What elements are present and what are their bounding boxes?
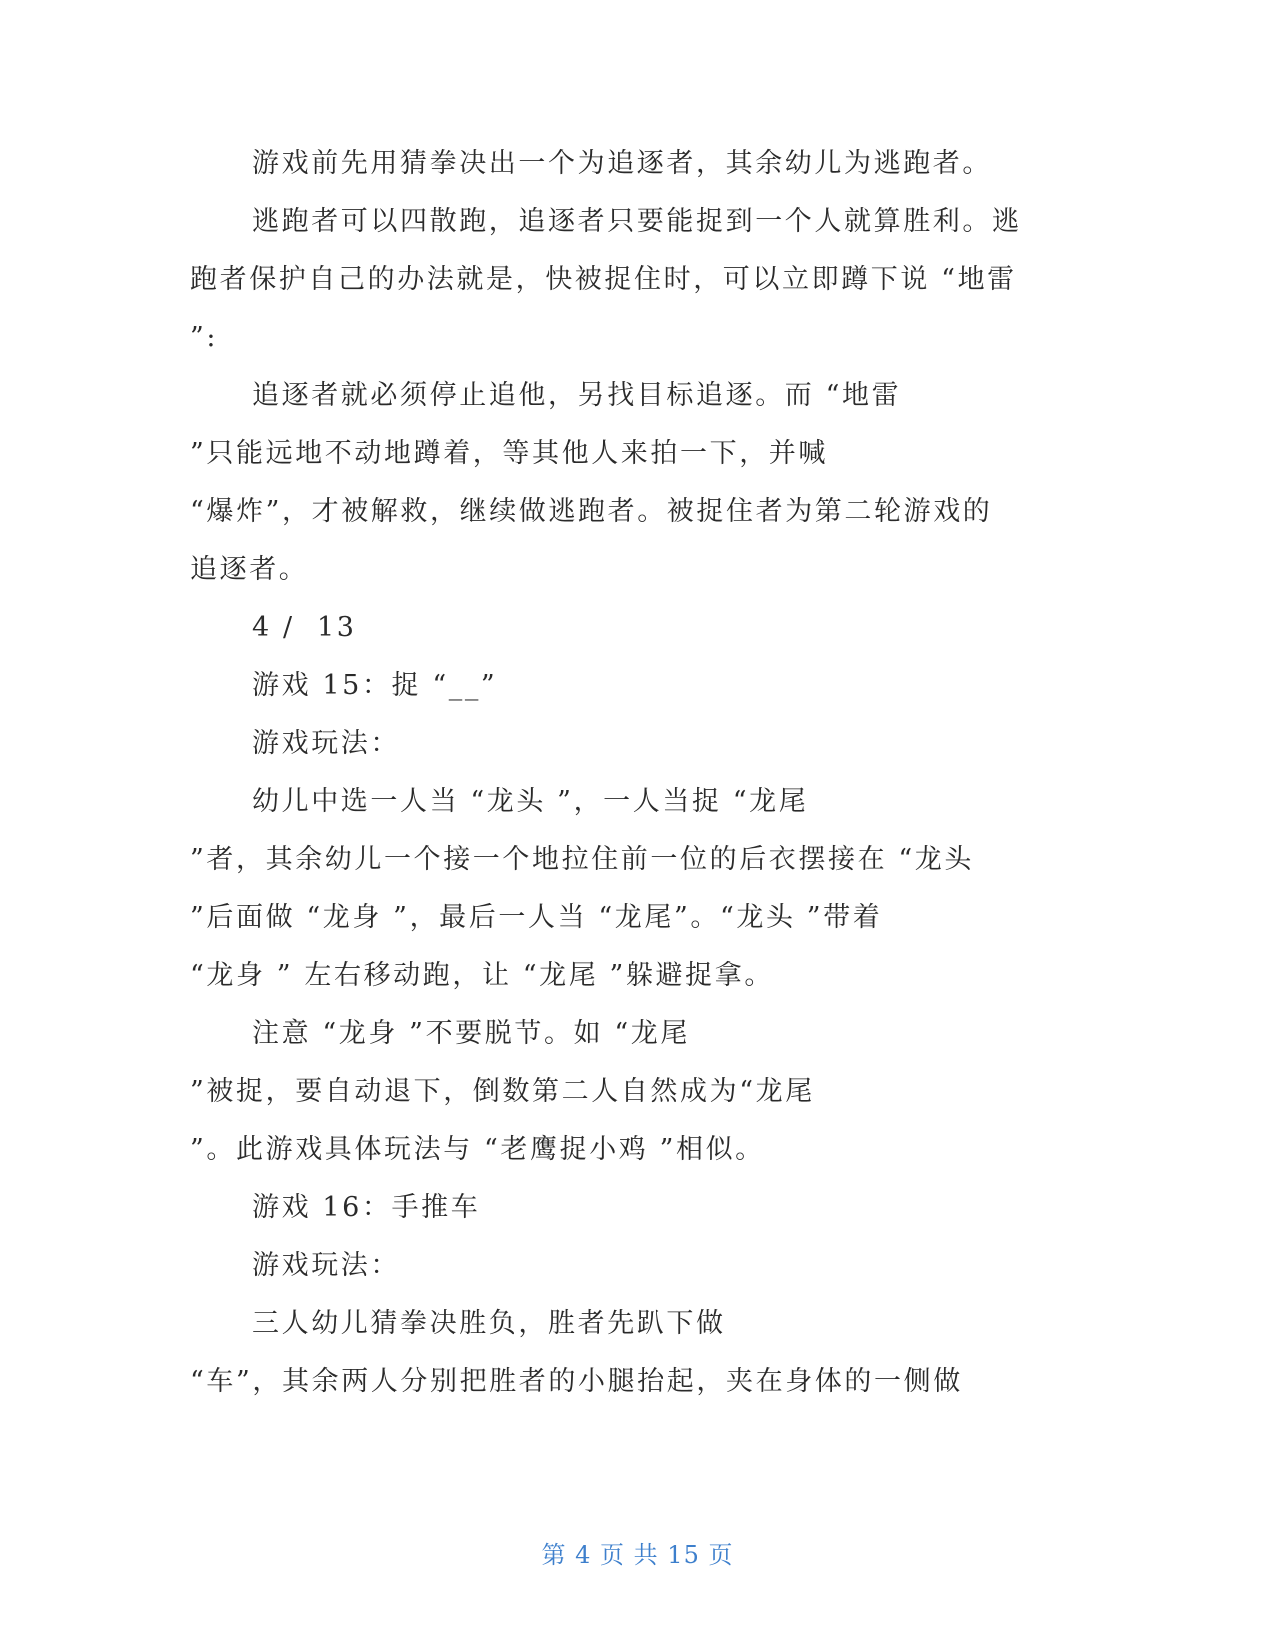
paragraph-line: 注意 “龙身 ”不要脱节。如 “龙尾 [252,1018,690,1049]
section-heading: 游戏 16：手推车 [252,1192,481,1223]
paragraph-line: “龙身 ” 左右移动跑，让 “龙尾 ”躲避捉拿。 [190,960,774,991]
paragraph-line: ”。此游戏具体玩法与 “老鹰捉小鸡 ”相似。 [190,1134,765,1165]
paragraph-line: 三人幼儿猜拳决胜负，胜者先趴下做 [252,1308,726,1339]
paragraph-line: ”只能远地不动地蹲着，等其他人来拍一下，并喊 [190,438,829,469]
paragraph-line: 追逐者。 [190,554,309,585]
subheading: 游戏玩法： [252,728,400,759]
paragraph-line: ”被捉，要自动退下，倒数第二人自然成为“龙尾 [190,1076,815,1107]
paragraph-line: 逃跑者可以四散跑，追逐者只要能捉到一个人就算胜利。逃 [252,206,1022,237]
paragraph-line: ”: [190,322,219,353]
paragraph-line: ”后面做 “龙身 ”，最后一人当 “龙尾”。“龙头 ”带着 [190,902,883,933]
subheading: 游戏玩法： [252,1250,400,1281]
section-heading: 游戏 15：捉 “__” [252,670,498,701]
paragraph-line: 幼儿中选一人当 “龙头 ”，一人当捉 “龙尾 [252,786,809,817]
paragraph-line: ”者，其余幼儿一个接一个地拉住前一位的后衣摆接在 “龙头 [190,844,974,875]
paragraph-line: “车”，其余两人分别把胜者的小腿抬起，夹在身体的一侧做 [190,1366,963,1397]
paragraph-line: 跑者保护自己的办法就是，快被捉住时，可以立即蹲下说 “地雷 [190,264,1017,295]
paragraph-line: “爆炸”，才被解救，继续做逃跑者。被捉住者为第二轮游戏的 [190,496,993,527]
paragraph-line: 游戏前先用猜拳决出一个为追逐者，其余幼儿为逃跑者。 [252,148,992,179]
page-number-inline: 4 / 13 [252,612,357,643]
page-footer: 第 4 页 共 15 页 [541,1541,734,1569]
paragraph-line: 追逐者就必须停止追他，另找目标追逐。而 “地雷 [252,380,902,411]
